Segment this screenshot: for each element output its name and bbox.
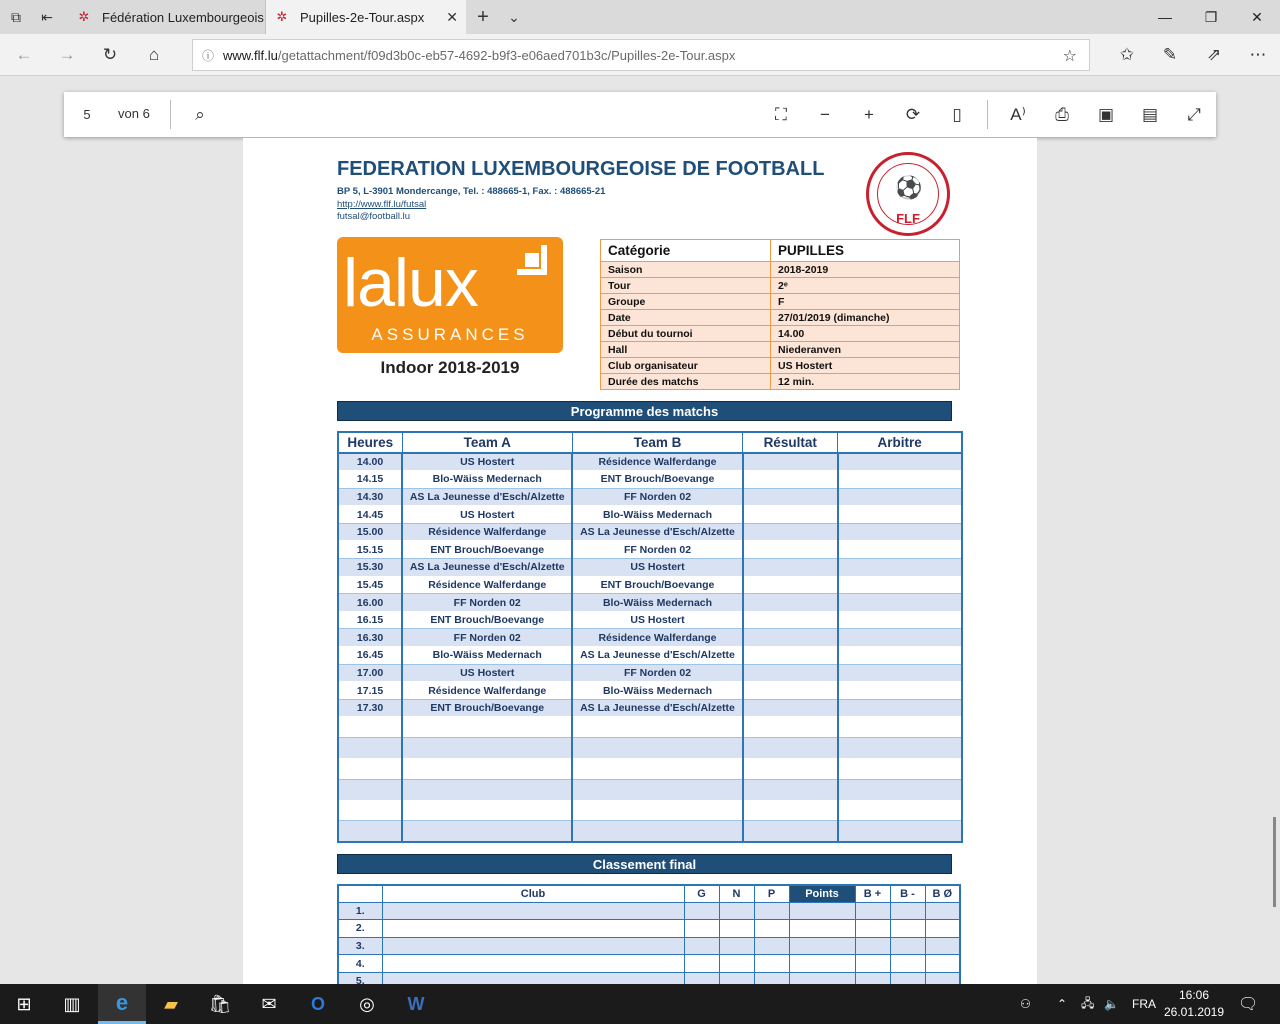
network-icon[interactable]: 🖧 <box>1081 995 1095 1010</box>
match-team-b: AS La Jeunesse d'Esch/Alzette <box>572 523 742 541</box>
start-windows-icon[interactable]: ⊞ <box>16 993 32 1014</box>
clock-time: 16:06 <box>1178 988 1210 1002</box>
info-value: PUPILLES <box>771 240 960 262</box>
people-icon[interactable]: ⚇ <box>1020 997 1031 1011</box>
table-row <box>338 629 962 647</box>
classement-banner: Classement final <box>337 854 952 874</box>
match-team-a: FF Norden 02 <box>402 629 572 647</box>
info-key: Début du tournoi <box>601 326 771 342</box>
match-team-b: ENT Brouch/Boevange <box>572 471 742 489</box>
match-header: Arbitre <box>838 432 962 453</box>
match-team-a: Blo-Wäiss Medernach <box>402 647 572 665</box>
empty-row <box>338 759 962 780</box>
match-result <box>743 611 838 629</box>
standings-header: G <box>684 885 719 902</box>
search-icon[interactable]: ⌕ <box>195 105 205 124</box>
match-team-b: US Hostert <box>572 611 742 629</box>
tab-bar <box>0 0 1280 34</box>
standings-header: B Ø <box>925 885 960 902</box>
save-as-icon[interactable]: ▤ <box>1141 105 1159 124</box>
rotate-icon[interactable]: ⟳ <box>905 105 921 124</box>
match-team-a: Résidence Walferdange <box>402 576 572 594</box>
match-result <box>743 699 838 717</box>
fullscreen-icon[interactable]: ⤢ <box>1187 105 1201 124</box>
info-value: 27/01/2019 (dimanche) <box>771 310 960 326</box>
scrollbar[interactable] <box>1273 817 1276 907</box>
match-time: 16.15 <box>338 611 402 629</box>
info-table <box>600 239 960 390</box>
match-result <box>743 523 838 541</box>
match-referee <box>838 453 962 471</box>
futsal-link[interactable]: http://www.flf.lu/futsal <box>337 199 427 210</box>
match-result <box>743 594 838 612</box>
match-referee <box>838 506 962 524</box>
clock-date: 26.01.2019 <box>1163 1005 1225 1019</box>
match-result <box>743 664 838 682</box>
table-row <box>338 699 962 717</box>
document-title: FEDERATION LUXEMBOURGEOISE DE FOOTBALL <box>337 158 825 180</box>
match-referee <box>838 664 962 682</box>
set-aside-tabs-icon[interactable]: ⇤ <box>41 8 53 25</box>
standings-header: Club <box>382 885 684 902</box>
favorite-star-icon[interactable]: ☆ <box>1062 48 1077 65</box>
programme-banner: Programme des matchs <box>337 401 952 421</box>
match-team-a: Résidence Walferdange <box>402 682 572 700</box>
match-referee <box>838 629 962 647</box>
outlook-icon[interactable]: O <box>310 993 325 1014</box>
match-time: 17.15 <box>338 682 402 700</box>
table-row <box>338 611 962 629</box>
match-referee <box>838 699 962 717</box>
info-key: Saison <box>601 262 771 278</box>
info-key: Club organisateur <box>601 358 771 374</box>
info-value: Niederanven <box>771 342 960 358</box>
info-key: Date <box>601 310 771 326</box>
info-value: 2018-2019 <box>771 262 960 278</box>
pdf-viewer <box>0 77 1280 984</box>
match-team-b: Blo-Wäiss Medernach <box>572 594 742 612</box>
table-row <box>338 559 962 577</box>
info-row <box>601 374 960 390</box>
new-tab-icon[interactable]: + <box>477 5 489 28</box>
language-indicator[interactable]: FRA <box>1132 997 1156 1011</box>
match-team-b: AS La Jeunesse d'Esch/Alzette <box>572 699 742 717</box>
match-header: Résultat <box>743 432 838 453</box>
match-team-b: Blo-Wäiss Medernach <box>572 506 742 524</box>
match-team-b: AS La Jeunesse d'Esch/Alzette <box>572 647 742 665</box>
info-key: Groupe <box>601 294 771 310</box>
match-referee <box>838 594 962 612</box>
match-referee <box>838 576 962 594</box>
match-team-a: ENT Brouch/Boevange <box>402 699 572 717</box>
table-row <box>338 506 962 524</box>
address-host: www.flf.lu <box>223 47 278 63</box>
volume-icon[interactable]: 🔈 <box>1104 997 1119 1011</box>
standings-rank: 5. <box>338 972 382 984</box>
match-header: Heures <box>338 432 402 453</box>
info-head-row <box>601 240 960 262</box>
store-icon[interactable]: 🛍 <box>208 993 232 1014</box>
match-time: 16.45 <box>338 647 402 665</box>
standings-header: N <box>719 885 754 902</box>
lalux-sub: ASSURANCES <box>371 325 529 344</box>
flf-logo <box>866 152 950 236</box>
home-icon[interactable]: ⌂ <box>148 45 160 64</box>
info-row <box>601 342 960 358</box>
table-row <box>338 488 962 506</box>
table-row <box>338 594 962 612</box>
match-time: 16.00 <box>338 594 402 612</box>
table-row <box>338 920 960 938</box>
lalux-logo <box>337 237 563 353</box>
match-team-a: US Hostert <box>402 506 572 524</box>
match-result <box>743 453 838 471</box>
match-team-a: US Hostert <box>402 453 572 471</box>
match-time: 17.30 <box>338 699 402 717</box>
empty-row <box>338 738 962 759</box>
tab-label: Fédération Luxembourgeois <box>102 9 264 25</box>
address-bar[interactable] <box>192 39 1090 71</box>
matches-table <box>337 431 963 843</box>
document-address: BP 5, L-3901 Mondercange, Tel. : 488665-1, Fax. : 488665-21 <box>337 186 606 197</box>
flf-favicon-icon: ✲ <box>276 9 288 24</box>
empty-row <box>338 779 962 800</box>
file-explorer-icon[interactable]: ▰ <box>164 993 178 1014</box>
match-referee <box>838 488 962 506</box>
table-row <box>338 972 960 984</box>
zoom-in-icon[interactable]: + <box>864 105 874 124</box>
info-row <box>601 262 960 278</box>
match-team-a: ENT Brouch/Boevange <box>402 611 572 629</box>
match-referee <box>838 682 962 700</box>
table-row <box>338 682 962 700</box>
divider <box>987 100 988 129</box>
info-key: Catégorie <box>601 240 771 262</box>
info-value: F <box>771 294 960 310</box>
info-value: 14.00 <box>771 326 960 342</box>
match-team-b: FF Norden 02 <box>572 488 742 506</box>
info-key: Hall <box>601 342 771 358</box>
navigation-bar <box>0 34 1280 76</box>
info-key: Durée des matchs <box>601 374 771 390</box>
info-row <box>601 326 960 342</box>
standings-header: Points <box>789 885 855 902</box>
match-time: 16.30 <box>338 629 402 647</box>
table-row <box>338 664 962 682</box>
sponsor-caption: Indoor 2018-2019 <box>380 358 520 377</box>
tab-label: Pupilles-2e-Tour.aspx <box>300 9 425 25</box>
table-row <box>338 937 960 955</box>
match-team-a: ENT Brouch/Boevange <box>402 541 572 559</box>
standings-header <box>338 885 382 902</box>
match-result <box>743 559 838 577</box>
match-time: 15.15 <box>338 541 402 559</box>
standings-table <box>337 884 961 984</box>
table-row <box>338 541 962 559</box>
match-result <box>743 541 838 559</box>
close-window-icon[interactable]: ✕ <box>1251 8 1263 25</box>
table-row <box>338 576 962 594</box>
info-row <box>601 294 960 310</box>
match-result <box>743 629 838 647</box>
match-referee <box>838 559 962 577</box>
more-icon[interactable]: ⋯ <box>1249 45 1267 64</box>
match-team-a: FF Norden 02 <box>402 594 572 612</box>
match-result <box>743 682 838 700</box>
info-row <box>601 358 960 374</box>
match-team-b: FF Norden 02 <box>572 541 742 559</box>
table-row <box>338 453 962 471</box>
match-team-b: Résidence Walferdange <box>572 453 742 471</box>
edge-icon[interactable]: e <box>98 984 146 1024</box>
zoom-out-icon[interactable]: − <box>820 105 830 124</box>
flf-favicon-icon: ✲ <box>78 9 90 24</box>
print-icon[interactable]: ⎙ <box>1055 105 1069 124</box>
info-key: Tour <box>601 278 771 294</box>
close-tab-icon[interactable]: ✕ <box>446 9 458 25</box>
match-time: 15.30 <box>338 559 402 577</box>
media-icon[interactable]: ◎ <box>359 993 375 1014</box>
match-result <box>743 471 838 489</box>
tab-actions-icon[interactable]: ⧉ <box>11 8 21 25</box>
match-team-b: Résidence Walferdange <box>572 629 742 647</box>
match-result <box>743 576 838 594</box>
standings-rank: 2. <box>338 920 382 938</box>
logo-text: FLF <box>896 211 920 226</box>
address-path: /getattachment/f09d3b0c-eb57-4692-b9f3-e06aed701b3c/Pupilles-2e-Tour.aspx <box>277 47 736 63</box>
match-time: 15.45 <box>338 576 402 594</box>
match-result <box>743 488 838 506</box>
action-center-icon[interactable]: 🗨 <box>1238 996 1259 1013</box>
standings-rank: 4. <box>338 955 382 973</box>
pdf-page <box>243 138 1037 984</box>
info-value: US Hostert <box>771 358 960 374</box>
taskbar <box>0 984 1280 1024</box>
lalux-word: lalux <box>343 245 478 321</box>
divider <box>170 100 171 129</box>
match-result <box>743 506 838 524</box>
match-team-a: Blo-Wäiss Medernach <box>402 471 572 489</box>
match-time: 15.00 <box>338 523 402 541</box>
match-team-a: AS La Jeunesse d'Esch/Alzette <box>402 559 572 577</box>
tab-list-chevron-icon[interactable]: ⌄ <box>508 8 520 25</box>
match-referee <box>838 647 962 665</box>
match-time: 14.00 <box>338 453 402 471</box>
match-time: 14.30 <box>338 488 402 506</box>
mail-icon[interactable]: ✉ <box>261 993 277 1014</box>
info-value: 12 min. <box>771 374 960 390</box>
back-icon[interactable]: ← <box>15 45 33 64</box>
match-team-b: US Hostert <box>572 559 742 577</box>
match-time: 14.45 <box>338 506 402 524</box>
match-referee <box>838 611 962 629</box>
read-aloud-icon[interactable]: A⁾ <box>1010 105 1026 124</box>
standings-header: B + <box>855 885 890 902</box>
match-team-b: FF Norden 02 <box>572 664 742 682</box>
match-result <box>743 647 838 665</box>
restore-icon[interactable]: ❐ <box>1204 8 1218 25</box>
share-icon[interactable]: ⇗ <box>1206 45 1222 64</box>
match-header: Team A <box>402 432 572 453</box>
standings-rank: 1. <box>338 902 382 920</box>
email-text: futsal@football.lu <box>337 211 411 222</box>
standings-header: P <box>754 885 789 902</box>
match-referee <box>838 523 962 541</box>
match-time: 14.15 <box>338 471 402 489</box>
match-referee <box>838 471 962 489</box>
match-referee <box>838 541 962 559</box>
tray-chevron-icon[interactable]: ⌃ <box>1057 997 1068 1011</box>
standings-header: B - <box>890 885 925 902</box>
match-team-a: AS La Jeunesse d'Esch/Alzette <box>402 488 572 506</box>
info-row <box>601 278 960 294</box>
table-row <box>338 523 962 541</box>
table-row <box>338 955 960 973</box>
player-icon: ⚽ <box>895 175 923 200</box>
table-row <box>338 902 960 920</box>
empty-row <box>338 821 962 842</box>
table-row <box>338 471 962 489</box>
info-value: 2ᵉ <box>771 278 960 294</box>
notes-pen-icon[interactable]: ✎ <box>1162 45 1178 64</box>
pdf-toolbar <box>64 92 1216 137</box>
save-icon[interactable]: ▣ <box>1097 105 1115 124</box>
word-icon[interactable]: W <box>407 993 425 1014</box>
match-team-b: ENT Brouch/Boevange <box>572 576 742 594</box>
tab-federation[interactable] <box>68 0 266 34</box>
clock[interactable] <box>1158 987 1230 1021</box>
empty-row <box>338 717 962 738</box>
favorites-icon[interactable]: ✩ <box>1119 45 1135 64</box>
info-row <box>601 310 960 326</box>
fit-page-icon[interactable]: ⛶ <box>775 105 787 124</box>
standings-rank: 3. <box>338 937 382 955</box>
site-info-icon[interactable]: ⓘ <box>201 48 214 63</box>
refresh-icon[interactable]: ↻ <box>102 45 118 64</box>
task-view-icon[interactable]: ▥ <box>63 993 81 1014</box>
page-layout-icon[interactable]: ▯ <box>952 105 962 124</box>
empty-row <box>338 800 962 821</box>
match-time: 17.00 <box>338 664 402 682</box>
table-row <box>338 647 962 665</box>
tab-pupilles[interactable] <box>266 0 466 34</box>
page-count: von 6 <box>118 106 150 121</box>
match-team-a: Résidence Walferdange <box>402 523 572 541</box>
minimize-icon[interactable]: — <box>1158 9 1172 25</box>
page-number-input[interactable]: 5 <box>83 107 91 122</box>
match-team-a: US Hostert <box>402 664 572 682</box>
match-header: Team B <box>572 432 742 453</box>
forward-icon[interactable]: → <box>58 45 76 64</box>
match-team-b: Blo-Wäiss Medernach <box>572 682 742 700</box>
